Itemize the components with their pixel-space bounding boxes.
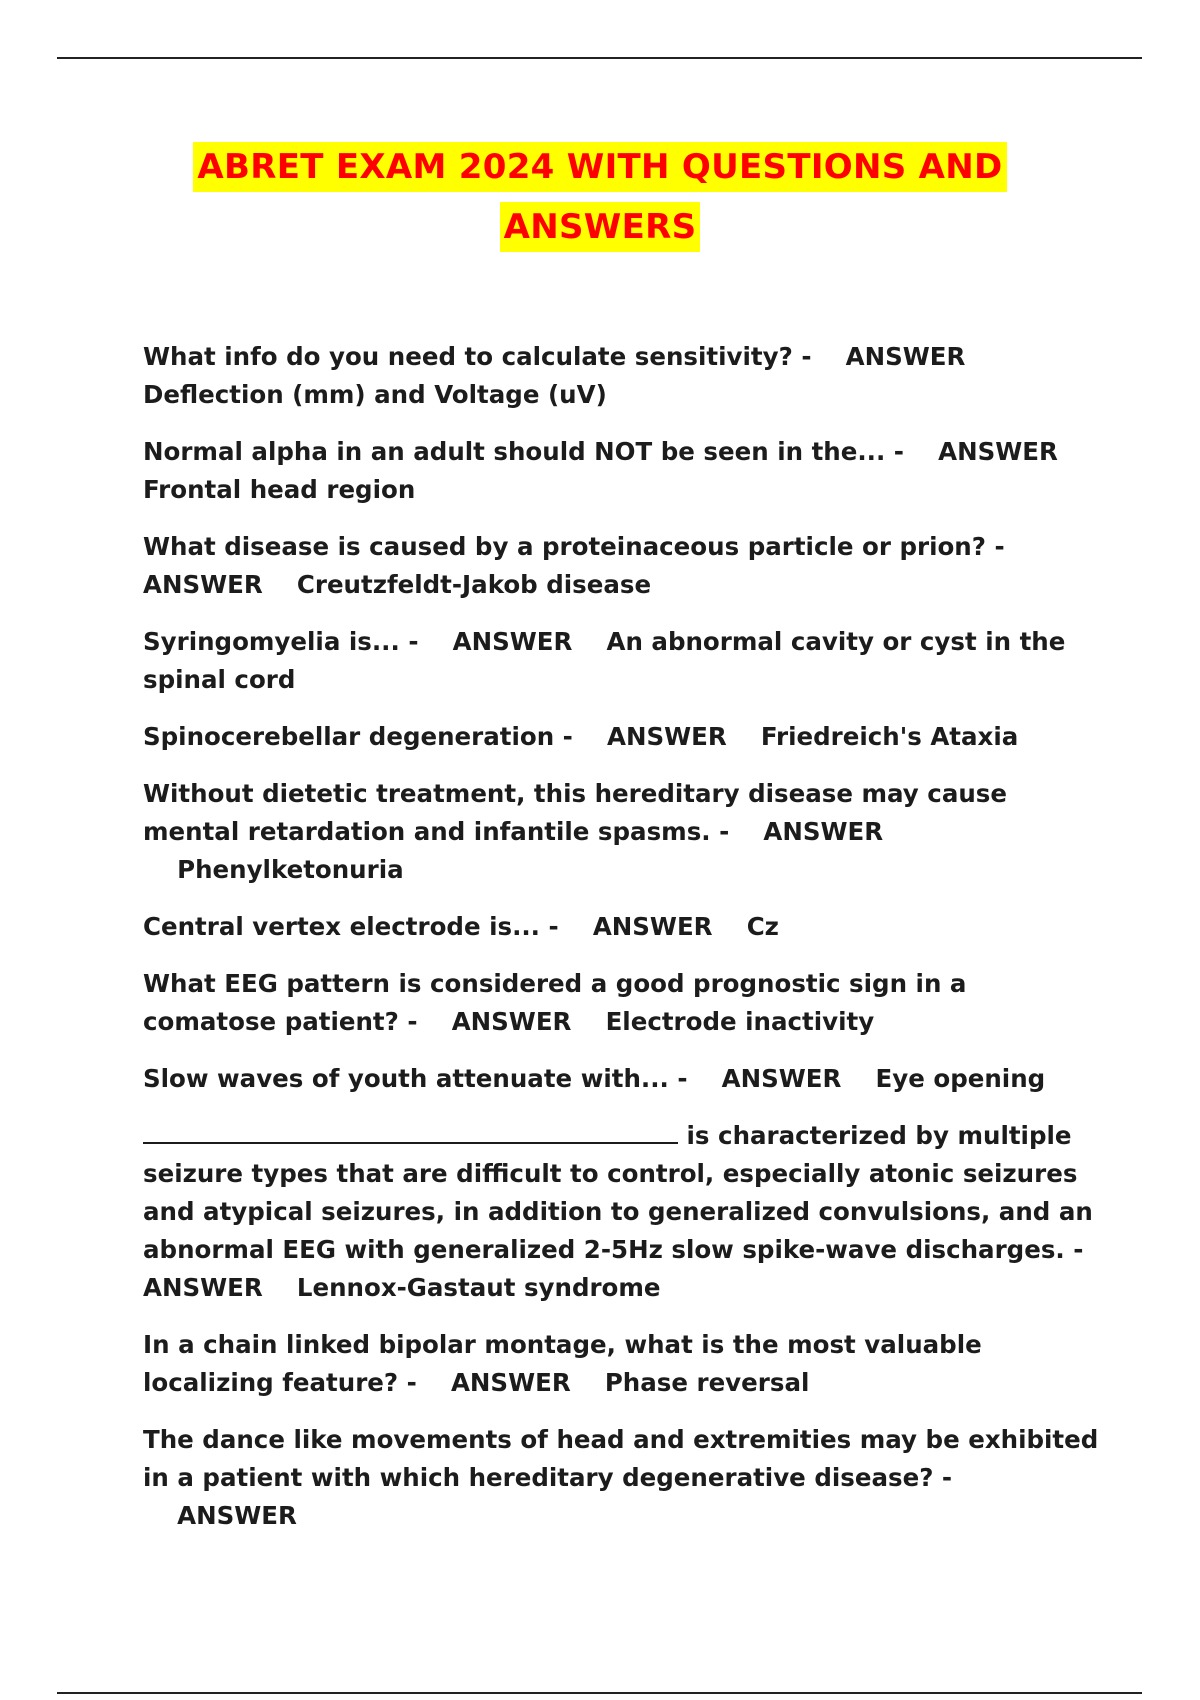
question-text: Slow waves of youth attenuate with... - <box>143 1064 688 1093</box>
qa-item <box>143 965 1103 1041</box>
bottom-rule <box>57 1692 1142 1694</box>
question-text: The dance like movements of head and extremities may be exhibited in a patient with which hereditary degenerative disease? - <box>143 1425 1099 1492</box>
answer-label: ANSWER <box>592 912 713 941</box>
title-line-1: ABRET EXAM 2024 WITH QUESTIONS AND <box>193 142 1006 192</box>
answer-label: ANSWER <box>452 627 573 656</box>
qa-item <box>143 433 1103 509</box>
qa-item <box>143 718 1103 756</box>
answer-text: Deflection (mm) and Voltage (uV) <box>143 380 607 409</box>
answer-label: ANSWER <box>763 817 884 846</box>
question-text: Normal alpha in an adult should NOT be seen in the... - <box>143 437 904 466</box>
qa-item <box>143 338 1103 414</box>
qa-item <box>143 775 1103 889</box>
top-rule <box>57 57 1142 59</box>
answer-label: ANSWER <box>177 1501 297 1530</box>
answer-label: ANSWER <box>450 1368 571 1397</box>
document-title <box>0 142 1200 252</box>
answer-label: ANSWER <box>143 570 263 599</box>
answer-text: Lennox-Gastaut syndrome <box>296 1273 661 1302</box>
question-text: What EEG pattern is considered a good prognostic sign in a comatose patient? - <box>143 969 967 1036</box>
answer-text: Phenylketonuria <box>177 855 404 884</box>
answer-label: ANSWER <box>606 722 727 751</box>
qa-item <box>143 623 1103 699</box>
question-text: Central vertex electrode is... - <box>143 912 559 941</box>
qa-item <box>143 1117 1103 1307</box>
question-text: is characterized by multiple seizure types that are difficult to control, especially atonic seizures and atypical seizures, in addition to generalized convulsions, and an abnormal EEG with generalized 2-5Hz slow spike-wave discharges. - <box>143 1121 1093 1264</box>
question-text: What disease is caused by a proteinaceous particle or prion? - <box>143 532 1005 561</box>
answer-label: ANSWER <box>845 342 966 371</box>
question-text: Without dietetic treatment, this hereditary disease may cause mental retardation and infantile spasms. - <box>143 779 1008 846</box>
question-text: In a chain linked bipolar montage, what is the most valuable localizing feature? - <box>143 1330 982 1397</box>
question-text: Syringomyelia is... - <box>143 627 419 656</box>
answer-text: Cz <box>746 912 779 941</box>
qa-list <box>143 338 1103 1554</box>
answer-text: Electrode inactivity <box>605 1007 875 1036</box>
answer-text: Creutzfeldt-Jakob disease <box>296 570 652 599</box>
answer-text: An abnormal cavity or cyst in the spinal cord <box>143 627 1066 694</box>
answer-label: ANSWER <box>938 437 1058 466</box>
qa-item <box>143 528 1103 604</box>
answer-text: Friedreich's Ataxia <box>760 722 1019 751</box>
answer-label: ANSWER <box>451 1007 572 1036</box>
question-text: What info do you need to calculate sensitivity? - <box>143 342 812 371</box>
answer-label: ANSWER <box>143 1273 263 1302</box>
qa-item <box>143 1060 1103 1098</box>
answer-text: Phase reversal <box>604 1368 810 1397</box>
answer-text: Eye opening <box>875 1064 1046 1093</box>
answer-text: Frontal head region <box>143 475 416 504</box>
qa-item <box>143 1326 1103 1402</box>
qa-item <box>143 1421 1103 1535</box>
question-text: Spinocerebellar degeneration - <box>143 722 573 751</box>
qa-item <box>143 908 1103 946</box>
answer-label: ANSWER <box>721 1064 842 1093</box>
fill-in-blank <box>143 1118 678 1144</box>
title-line-2: ANSWERS <box>500 202 701 252</box>
